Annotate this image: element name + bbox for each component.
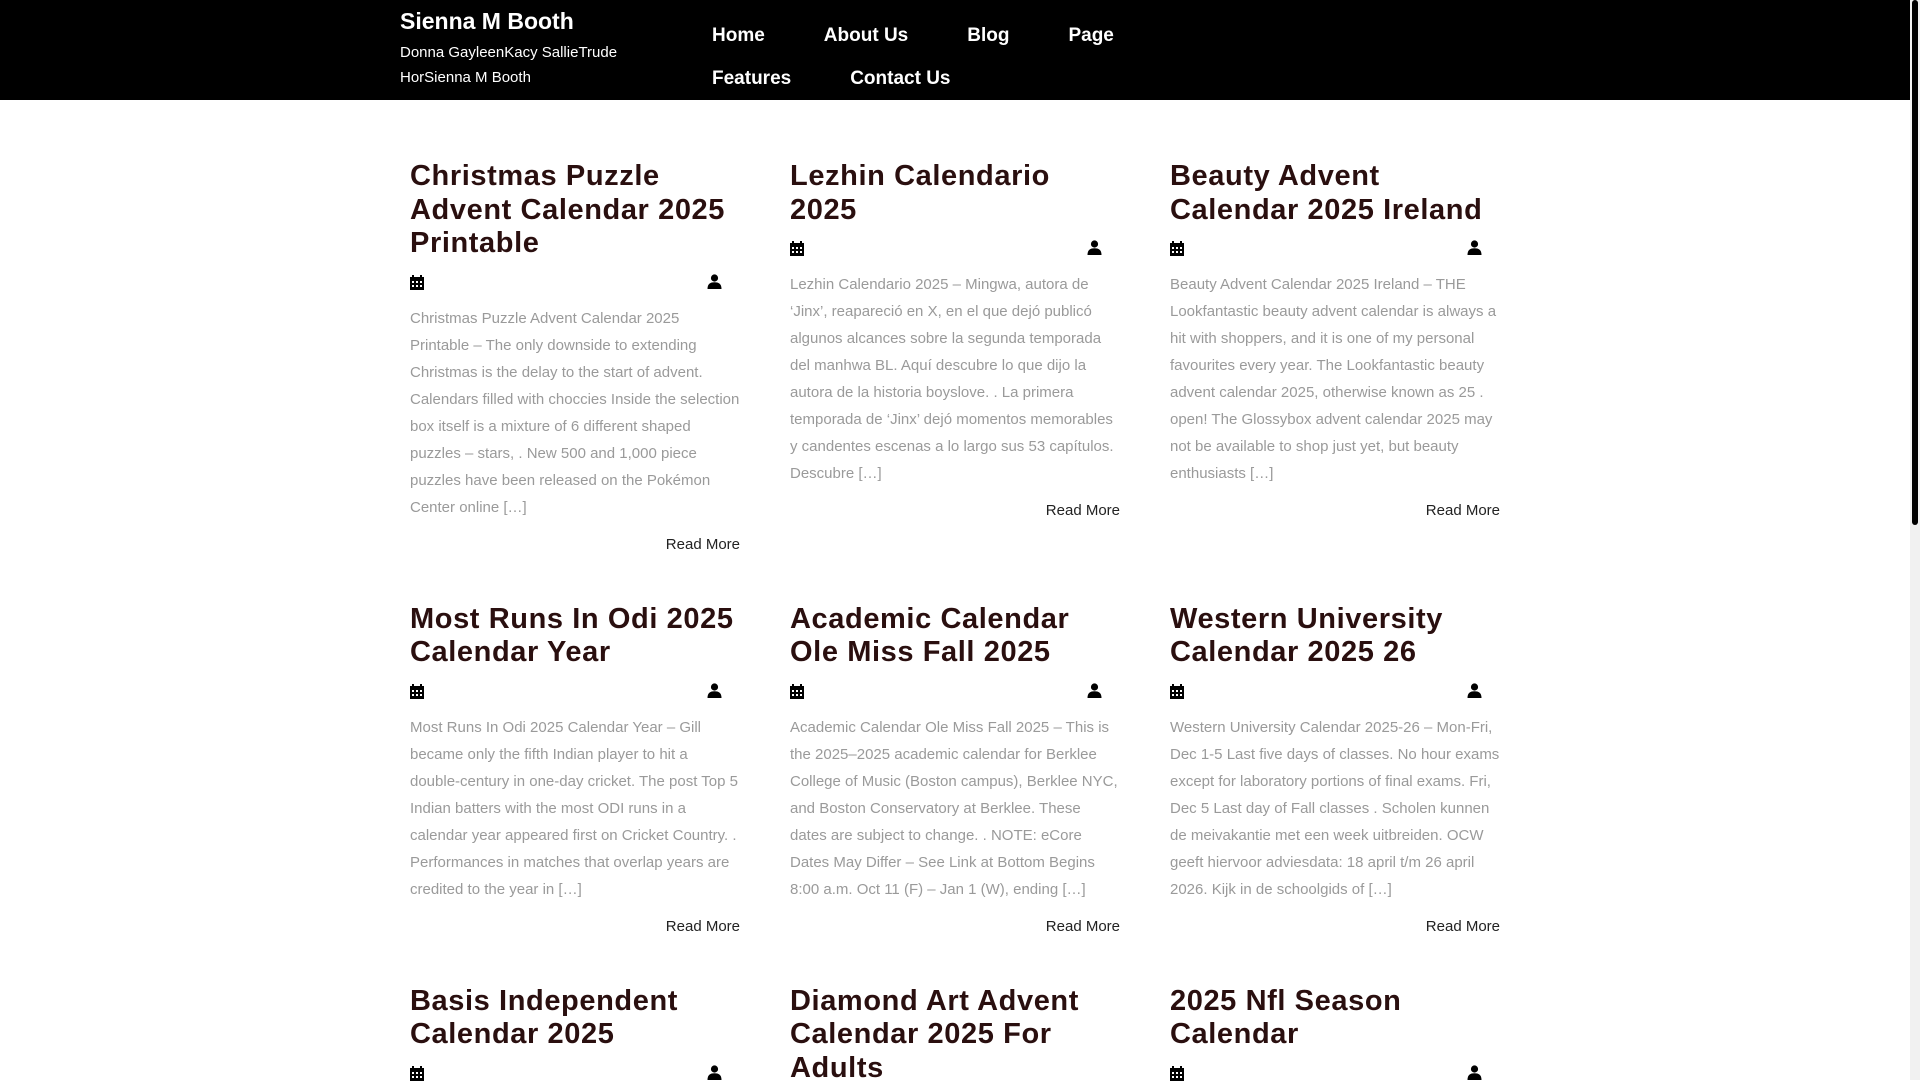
post-title[interactable]: Beauty Advent Calendar 2025 Ireland — [1170, 160, 1500, 227]
site-title[interactable]: Sienna M Booth — [400, 6, 685, 36]
post-title[interactable]: Diamond Art Advent Calendar 2025 For Adults — [790, 985, 1120, 1085]
post-meta — [410, 271, 740, 291]
post-card — [410, 985, 740, 1085]
calendar-icon — [410, 1066, 424, 1081]
calendar-icon — [790, 684, 804, 699]
post-meta — [790, 237, 1120, 257]
user-icon — [1467, 240, 1482, 255]
nav-item-contact-us[interactable]: Contact Us — [850, 57, 950, 100]
post-card — [790, 603, 1120, 937]
post-meta — [410, 680, 740, 700]
post-title[interactable]: Most Runs In Odi 2025 Calendar Year — [410, 603, 740, 670]
post-meta — [410, 1062, 740, 1082]
nav-item-features[interactable]: Features — [712, 57, 791, 100]
post-excerpt: Western University Calendar 2025-26 – Mon-Fri, Dec 1-5 Last five days of classes. No hour exams except for laboratory portions of final exams. Fri, Dec 5 Last day of Fall classes . Scholen kunnen de meivakantie met een week uitbreiden. OCW geeft hiervoor adviesdata: 18 april t/m 26 april 2026. Kijk in de schoolgids of […] — [1170, 714, 1500, 903]
user-icon — [1467, 683, 1482, 698]
post-card — [1170, 603, 1500, 937]
user-icon — [707, 1065, 722, 1080]
post-meta — [1170, 680, 1500, 700]
read-more-link[interactable]: Read More — [1170, 917, 1500, 937]
nav-item-page[interactable]: Page — [1068, 14, 1113, 57]
post-excerpt: Academic Calendar Ole Miss Fall 2025 – This is the 2025–2025 academic calendar for Berklee College of Music (Boston campus), Berklee NYC, and Boston Conservatory at Berklee. These dates are subject to change. . NOTE: eCore Dates May Differ – See Link at Bottom Begins 8:00 a.m. Oct 11 (F) – Jan 1 (W), ending […] — [790, 714, 1120, 903]
user-icon — [1467, 1065, 1482, 1080]
user-icon — [707, 683, 722, 698]
post-excerpt: Beauty Advent Calendar 2025 Ireland – THE Lookfantastic beauty advent calendar is always a hit with shoppers, and it is one of my personal favourites every year. The Lookfantastic beauty advent calendar 2025, otherwise known as 25 . open! The Glossybox advent calendar 2025 may not be available to shop just yet, but beauty enthusiasts […] — [1170, 271, 1500, 487]
nav-item-about-us[interactable]: About Us — [824, 14, 908, 57]
site-tagline: Donna GayleenKacy SallieTrude HorSienna M Booth — [400, 40, 685, 90]
post-card — [1170, 160, 1500, 555]
read-more-link[interactable]: Read More — [1170, 501, 1500, 521]
scrollbar-thumb[interactable] — [1912, 0, 1918, 525]
calendar-icon — [1170, 1066, 1184, 1081]
post-excerpt: Lezhin Calendario 2025 – Mingwa, autora de ‘Jinx’, reapareció en X, en el que dejó publicó algunos alcances sobre la segunda temporada del manhwa BL. Aquí descubre lo que dijo la autora de la historia boyslove. . La primera temporada de ‘Jinx’ dejó momentos memorables y candentes escenas a lo largo sus 53 capítulos. Descubre […] — [790, 271, 1120, 487]
user-icon — [1087, 240, 1102, 255]
posts-grid — [410, 160, 1502, 1085]
user-icon — [1087, 683, 1102, 698]
main-navigation — [695, 14, 1215, 100]
read-more-link[interactable]: Read More — [790, 917, 1120, 937]
post-card — [410, 160, 740, 555]
post-excerpt: Christmas Puzzle Advent Calendar 2025 Printable – The only downside to extending Christmas is the delay to the start of advent. Calendars filled with choccies Inside the selection box itself is a mixture of 6 different shaped puzzles – stars, . New 500 and 1,000 piece puzzles have been released on the Pokémon Center online […] — [410, 305, 740, 521]
user-icon — [707, 274, 722, 289]
post-card — [1170, 985, 1500, 1085]
read-more-link[interactable]: Read More — [410, 917, 740, 937]
post-title[interactable]: Christmas Puzzle Advent Calendar 2025 Printable — [410, 160, 740, 261]
post-card — [790, 160, 1120, 555]
post-meta — [1170, 237, 1500, 257]
read-more-link[interactable]: Read More — [790, 501, 1120, 521]
calendar-icon — [1170, 241, 1184, 256]
post-excerpt: Most Runs In Odi 2025 Calendar Year – Gill became only the fifth Indian player to hit a double-century in one-day cricket. The post Top 5 Indian batters with the most ODI runs in a calendar year appeared first on Cricket Country. . Performances in matches that overlap years are credited to the year in […] — [410, 714, 740, 903]
page-scrollbar[interactable] — [1910, 0, 1920, 1080]
post-title[interactable]: 2025 Nfl Season Calendar — [1170, 985, 1500, 1052]
nav-item-home[interactable]: Home — [712, 14, 765, 57]
site-branding — [400, 6, 685, 90]
post-card — [410, 603, 740, 937]
calendar-icon — [1170, 684, 1184, 699]
post-meta — [1170, 1062, 1500, 1082]
nav-item-blog[interactable]: Blog — [967, 14, 1009, 57]
post-card — [790, 985, 1120, 1085]
post-title[interactable]: Lezhin Calendario 2025 — [790, 160, 1120, 227]
calendar-icon — [410, 275, 424, 290]
calendar-icon — [790, 241, 804, 256]
post-title[interactable]: Western University Calendar 2025 26 — [1170, 603, 1500, 670]
post-title[interactable]: Academic Calendar Ole Miss Fall 2025 — [790, 603, 1120, 670]
post-meta — [790, 680, 1120, 700]
calendar-icon — [410, 684, 424, 699]
read-more-link[interactable]: Read More — [410, 535, 740, 555]
site-header — [0, 0, 1910, 100]
post-title[interactable]: Basis Independent Calendar 2025 — [410, 985, 740, 1052]
